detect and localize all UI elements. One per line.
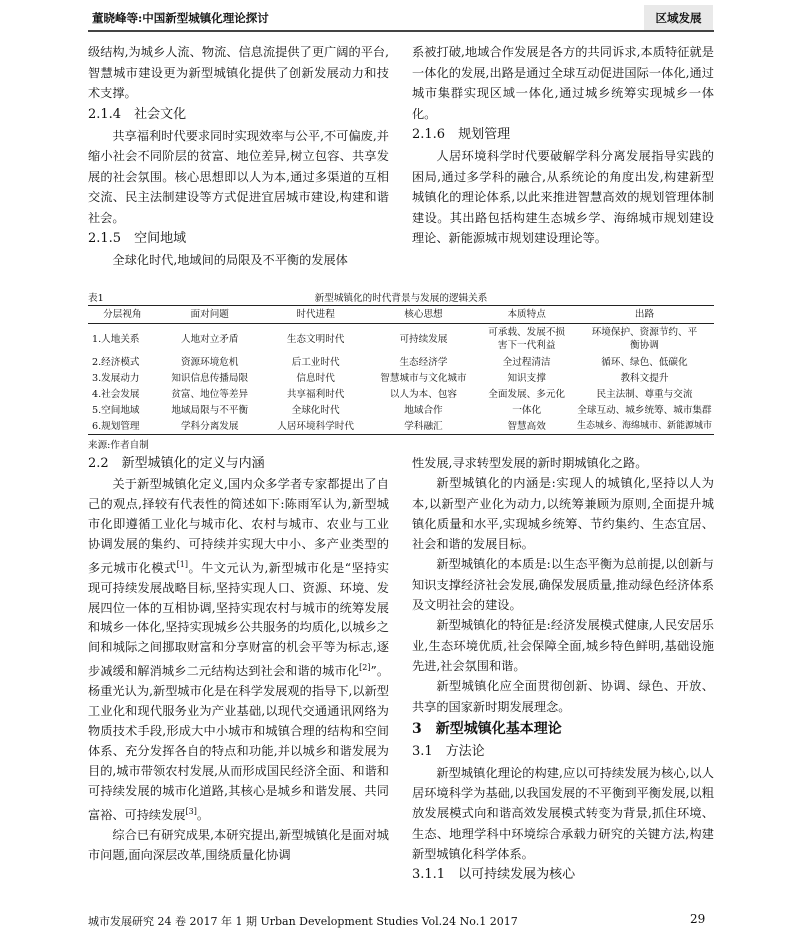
definition-text-a: 关于新型城镇化定义,国内众多学者专家都提出了自己的观点,择较有代表性的简述如下:陈雨军认为,新型城市化即遵循工业化与城市化、农村与城市、农业与工业协调发展的集约、可持续并实现大中小、多产业类型的多元城市化模式 bbox=[88, 477, 389, 575]
table-caption: 新型城镇化的时代背景与发展的逻辑关系 bbox=[314, 293, 488, 304]
paragraph-continued: 级结构,为城乡人流、物流、信息流提供了更广阔的平台,智慧城市建设更为新型城镇化提供了创新发展动力和技术支撑。 bbox=[88, 45, 389, 100]
definition-text-d: 。 bbox=[196, 807, 210, 822]
table-cell: 地域合作 bbox=[404, 404, 443, 416]
table-cell: 智慧城市与文化城市 bbox=[380, 372, 467, 384]
table-cell: 全面发展、多元化 bbox=[488, 388, 566, 400]
table-cell: 4.社会发展 bbox=[92, 388, 140, 400]
journal-footer: 城市发展研究 24 卷 2017 年 1 期 Urban Development Studies Vol.24 No.1 2017 bbox=[88, 915, 518, 928]
column-header: 分层视角 bbox=[88, 306, 157, 324]
table-cell: 人居环境科学时代 bbox=[263, 418, 369, 435]
column-header: 本质特点 bbox=[478, 306, 575, 324]
citation-1: [1] bbox=[176, 559, 188, 569]
column-header: 面对问题 bbox=[157, 306, 263, 324]
table-cell: 共享福利时代 bbox=[286, 388, 345, 400]
paragraph-essence: 新型城镇化的本质是:以生态平衡为总前提,以创新与知识支撑经济社会发展,确保发展质量,推动绿色经济体系及文明社会的建设。 bbox=[412, 557, 714, 613]
table-cell: 学科融汇 bbox=[369, 418, 479, 435]
table-cell: 可承载、发展不损害下一代利益 bbox=[488, 327, 566, 351]
paragraph-continued-right: 系被打破,地域合作发展是各方的共同诉求,本质特征就是一体化的发展,出路是通过全球互动促进国际一体化,通过城市集群实现区域一体化,通过城乡统筹实现城乡一体化。 bbox=[412, 45, 714, 121]
table-cell: 信息时代 bbox=[296, 372, 335, 384]
table-cell: 知识支撑 bbox=[507, 372, 546, 384]
table-row bbox=[88, 402, 714, 418]
table-cell: 智慧高效 bbox=[478, 418, 575, 435]
table-cell: 教科文提升 bbox=[620, 372, 669, 384]
logic-table bbox=[88, 305, 714, 435]
table-cell: 生态文明时代 bbox=[286, 333, 345, 345]
table-cell: 一体化 bbox=[512, 404, 542, 416]
table-cell: 2.经济模式 bbox=[92, 356, 140, 368]
top-right-column bbox=[412, 42, 714, 249]
paragraph-continued-bottom: 性发展,寻求转型发展的新时期城镇化之路。 bbox=[412, 456, 648, 470]
paragraph-social-culture: 共享福利时代要求同时实现效率与公平,不可偏废,并缩小社会不同阶层的贫富、地位差异,树立包容、共享发展的社会氛围。核心思想即以人为本,通过多渠道的互相交流、民主法制建设等方式促进宜居城市建设,构建和谐社会。 bbox=[88, 128, 389, 225]
table-cell: 全球化时代 bbox=[291, 404, 340, 416]
table-cell: 民主法制、尊重与交流 bbox=[596, 388, 693, 400]
table-cell: 环境保护、资源节约、平衡协调 bbox=[591, 327, 698, 351]
bottom-right-column bbox=[412, 453, 714, 886]
definition-text-b: 。牛文元认为,新型城市化是“坚持实现可持续发展战略目标,坚持实现人口、资源、环境、发展四位一体的互相协调,坚持实现农村与城市的统筹发展和城乡一体化,坚持实现城乡公共服务的均质化,以城乡之间和城际之间挪取财富和分享财富的机会平等为标志,逐步减缓和解消城乡二元结构达到社会和谐的城市化 bbox=[88, 560, 390, 679]
table-cell: 6.规划管理 bbox=[88, 418, 157, 435]
heading-2-2: 2.2 新型城镇化的定义与内涵 bbox=[88, 456, 265, 471]
table-source: 来源:作者自制 bbox=[88, 440, 149, 451]
table-cell: 全球互动、城乡统筹、城市集群 bbox=[577, 404, 712, 416]
table-row bbox=[88, 370, 714, 386]
table-cell: 知识信息传播局限 bbox=[171, 372, 249, 384]
paragraph-definitions bbox=[88, 475, 389, 826]
table-header-row bbox=[88, 306, 714, 324]
column-header: 核心思想 bbox=[369, 306, 479, 324]
section-tag: 区域发展 bbox=[644, 5, 713, 31]
table-cell: 地域局限与不平衡 bbox=[171, 404, 249, 416]
heading-3-1-1: 3.1.1 以可持续发展为核心 bbox=[412, 867, 576, 883]
heading-3: 3 新型城镇化基本理论 bbox=[412, 720, 562, 737]
heading-2-1-5: 2.1.5 空间地域 bbox=[88, 231, 187, 246]
table-row bbox=[88, 418, 714, 435]
heading-3-1: 3.1 方法论 bbox=[412, 743, 485, 759]
table-cell: 循环、绿色、低碳化 bbox=[601, 356, 688, 368]
column-header: 时代进程 bbox=[263, 306, 369, 324]
heading-2-1-4: 2.1.4 社会文化 bbox=[88, 106, 187, 122]
table-cell: 1.人地关系 bbox=[92, 333, 140, 345]
paragraph-synthesis: 综合已有研究成果,本研究提出,新型城镇化是面对城市问题,面向深层改革,围绕质量化协调 bbox=[88, 827, 389, 862]
table-label: 表1 bbox=[88, 293, 104, 304]
table-row bbox=[88, 324, 714, 355]
table-row bbox=[88, 354, 714, 370]
column-header: 出路 bbox=[575, 306, 714, 324]
table-cell: 以人为本、包容 bbox=[389, 388, 458, 400]
paragraph-spatial-region: 全球化时代,地域间的局限及不平衡的发展体 bbox=[112, 253, 348, 267]
table-cell: 5.空间地域 bbox=[92, 404, 140, 416]
definition-text-c: ”。杨重光认为,新型城市化是在科学发展观的指导下,以新型工业化和现代服务业为产业基础,以现代交通通讯网络为物质技术手段,形成大中小城市和城镇合理的结构和空间体系、充分发挥各自的特点和功能,并以城乡和谐发展为目的,城市带领农村发展,从而形成国民经济全面、和谐和可持续发展的城市化道路,其核心是城乡和谐发展、共同富裕、可持续发展 bbox=[88, 664, 390, 822]
citation-3: [3] bbox=[185, 806, 197, 816]
header-rule bbox=[88, 30, 714, 32]
table-cell: 学科分离发展 bbox=[157, 418, 263, 435]
paragraph-methodology: 新型城镇化理论的构建,应以可持续发展为核心,以人居环境科学为基础,以我国发展的不平衡到平衡发展,以粗放发展模式向和谐高效发展模式转变为背景,抓住环境、生态、地理学科中环境综合承载力研究的关键方法,构建新型城镇化科学体系。 bbox=[412, 765, 714, 862]
table-cell: 资源环境危机 bbox=[180, 356, 239, 368]
page-number: 29 bbox=[690, 912, 706, 926]
heading-2-1-6: 2.1.6 规划管理 bbox=[412, 127, 511, 142]
bottom-left-column bbox=[88, 453, 389, 865]
table-cell: 后工业时代 bbox=[291, 356, 340, 368]
table-cell: 3.发展动力 bbox=[92, 372, 140, 384]
table-cell: 人地对立矛盾 bbox=[180, 333, 239, 345]
paragraph-features: 新型城镇化的特征是:经济发展模式健康,人民安居乐业,生态环境优质,社会保障全面,城乡特色鲜明,基础设施先进,社会氛围和谐。 bbox=[412, 618, 714, 673]
paragraph-planning-management: 人居环境科学时代要破解学科分离发展指导实践的困局,通过多学科的融合,从系统论的角度出发,构建新型城镇化的理论体系,以此来推进智慧高效的规划管理体制建设。其出路包括构建生态城乡学、海绵城市规划建设理论、新能源城市规划建设理论等。 bbox=[412, 149, 714, 245]
paragraph-concepts: 新型城镇化应全面贯彻创新、协调、绿色、开放、共享的国家新时期发展理念。 bbox=[412, 679, 714, 714]
table-cell: 贫富、地位等差异 bbox=[171, 388, 249, 400]
table-cell: 全过程清洁 bbox=[502, 356, 551, 368]
citation-2: [2] bbox=[359, 663, 371, 673]
top-left-column bbox=[88, 42, 389, 271]
table-row bbox=[88, 386, 714, 402]
table-cell: 生态经济学 bbox=[399, 356, 448, 368]
paragraph-connotation: 新型城镇化的内涵是:实现人的城镇化,坚持以人为本,以新型产业化为动力,以统筹兼顾为原则,全面提升城镇化质量和水平,实现城乡统筹、节约集约、生态宜居、社会和谐的发展目标。 bbox=[412, 476, 714, 552]
table-cell: 生态城乡、海绵城市、新能源城市 bbox=[575, 418, 714, 435]
running-header-authors: 董晓峰等:中国新型城镇化理论探讨 bbox=[92, 11, 269, 25]
table-cell: 可持续发展 bbox=[399, 333, 448, 345]
